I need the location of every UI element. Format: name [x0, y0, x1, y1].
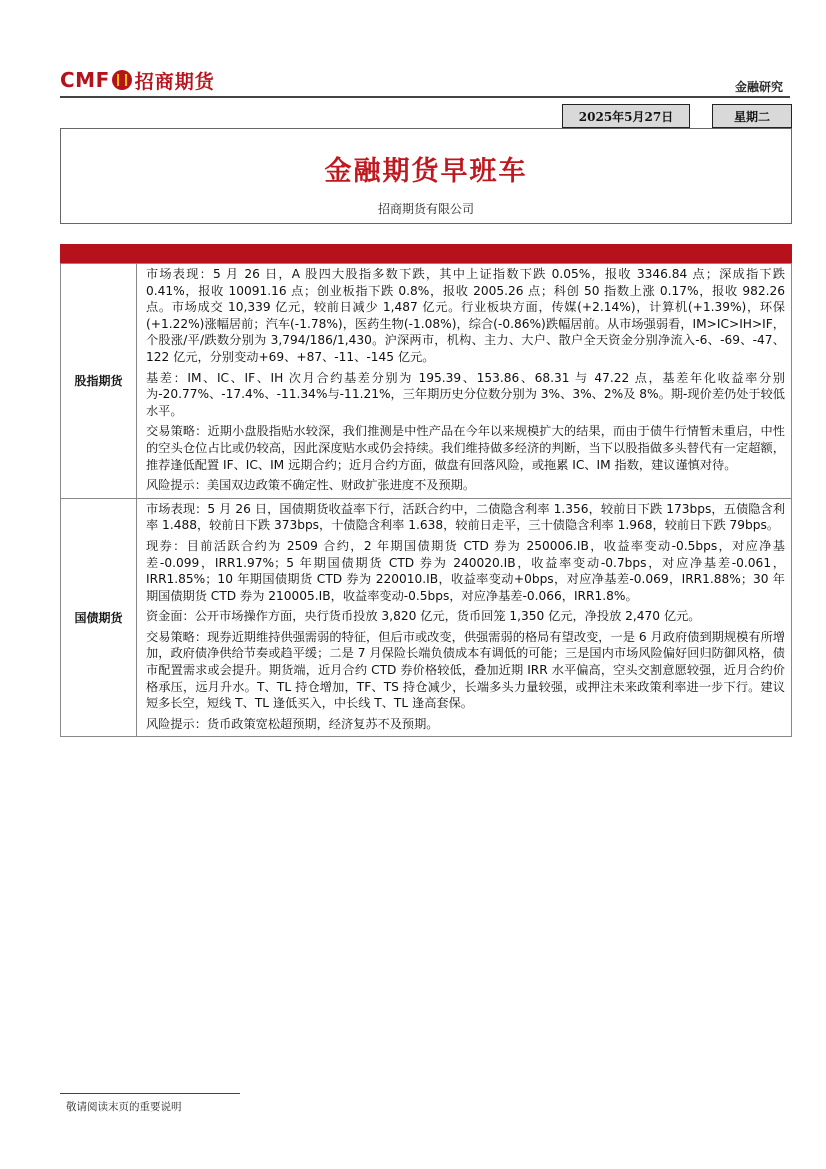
section-row-treasury	[61, 498, 792, 737]
section-body	[137, 264, 792, 499]
paragraph-market: 市场表现：5 月 26 日，国债期货收益率下行，活跃合约中，二债隐含利率 1.356，较前日下跌 173bps，五债隐含利率 1.488，较前日下跌 373bps，十债隐含利率 1.638，较前日走平，三十债隐含利率 1.968，较前日下跌 79bps。	[146, 501, 785, 533]
paragraph-risk: 风险提示：美国双边政策不确定性、财政扩张进度不及预期。	[146, 478, 476, 493]
paragraph-risk: 风险提示：货币政策宽松超预期，经济复苏不及预期。	[146, 716, 439, 731]
logo-cmf-text: CMF	[60, 68, 110, 92]
logo-emblem-icon	[112, 70, 132, 90]
content-table	[60, 263, 792, 737]
report-date: 2025年5月27日	[562, 104, 690, 128]
paragraph-liquidity: 资金面：公开市场操作方面，央行货币投放 3,820 亿元，货币回笼 1,350 亿元，净投放 2,470 亿元。	[146, 609, 701, 624]
logo-cn-text: 招商期货	[134, 70, 215, 93]
report-type-label: 金融研究	[734, 80, 783, 94]
header-divider	[60, 96, 790, 98]
report-title: 金融期货早班车	[324, 156, 528, 187]
footer-divider	[60, 1093, 240, 1094]
section-row-stock-index	[61, 264, 792, 499]
section-category: 国债期货	[61, 498, 137, 737]
company-logo	[60, 66, 215, 94]
paragraph-market: 市场表现：5 月 26 日，A 股四大股指多数下跌，其中上证指数下跌 0.05%，报收 3346.84 点；深成指下跌 0.41%，报收 10091.16 点；创业板指下跌 0.8%，报收 2005.26 点；科创 50 指数上涨 0.17%，报收 982.26 点。市场成交 10,339 亿元，较前日减少 1,487 亿元。行业板块方面，传媒(+2.14%)，计算机(+1.39%)，环保(+1.22%)涨幅居前；汽车(-1.78%)，医药生物(-1.08%)，综合(-0.86%)跌幅居前。从市场强弱看，IM>IC>IH>IF，个股涨/平/跌数分别为 3,794/186/1,430。沪深两市，机构、主力、大户、散户全天资金分别净流入-6、-69、-47、122 亿元，分别变动+69、+87、-11、-145 亿元。	[146, 267, 785, 364]
title-box	[60, 128, 792, 224]
paragraph-bonds: 现券：目前活跃合约为 2509 合约，2 年期国债期货 CTD 券为 250006.IB，收益率变动-0.5bps，对应净基差-0.099，IRR1.97%；5 年期国债期货 CTD 券为 240020.IB，收益率变动-0.7bps，对应净基差-0.061，IRR1.85%；10 年期国债期货 CTD 券为 220010.IB，收益率变动+0bps，对应净基差-0.069，IRR1.88%；30 年期国债期货 CTD 券为 210005.IB，收益率变动-0.5bps，对应净基差-0.066，IRR1.8%。	[146, 538, 785, 603]
section-body	[137, 498, 792, 737]
section-category: 股指期货	[61, 264, 137, 499]
report-weekday: 星期二	[712, 104, 792, 128]
paragraph-strategy: 交易策略：现券近期维持供强需弱的特征，但后市或改变，供强需弱的格局有望改变，一是 6 月政府债到期规模有所增加，政府债净供给节奏或趋平缓；二是 7 月保险长端负债成本有调低的可能；三是国内市场风险偏好回归防御风格，债市配置需求或会提升。期货端，近月合约 CTD 券价格较低，叠加近期 IRR 水平偏高，空头交割意愿较强，近月合约价格承压，远月升水。T、TL 持仓增加，TF、TS 持仓减少，长端多头力量较强，或押注未来政策利率进一步下行。建议短多长空，短线 T、TL 逢低买入，中长线 T、TL 逢高套保。	[146, 629, 785, 711]
section-band	[60, 244, 792, 263]
paragraph-strategy: 交易策略：近期小盘股指贴水较深，我们推测是中性产品在今年以来规模扩大的结果，而由于债牛行情暂未重启，中性的空头仓位占比或仍较高，因此深度贴水或仍会持续。我们维持做多经济的判断，当下以股指做多头替代有一定超额，推荐逢低配置 IF、IC、IM 远期合约；近月合约方面，做盘有回落风险，或拖累 IC、IM 指数，建议谨慎对待。	[146, 424, 785, 472]
footer-disclaimer: 敬请阅读末页的重要说明	[66, 1101, 182, 1113]
paragraph-basis: 基差：IM、IC、IF、IH 次月合约基差分别为 195.39、153.86、68.31 与 47.22 点，基差年化收益率分别为-20.77%、-17.4%、-11.34%与-11.21%，三年期历史分位数分别为 3%、3%、2%及 8%。期-现价差仍处于较低水平。	[146, 370, 785, 418]
company-name: 招商期货有限公司	[377, 202, 474, 216]
